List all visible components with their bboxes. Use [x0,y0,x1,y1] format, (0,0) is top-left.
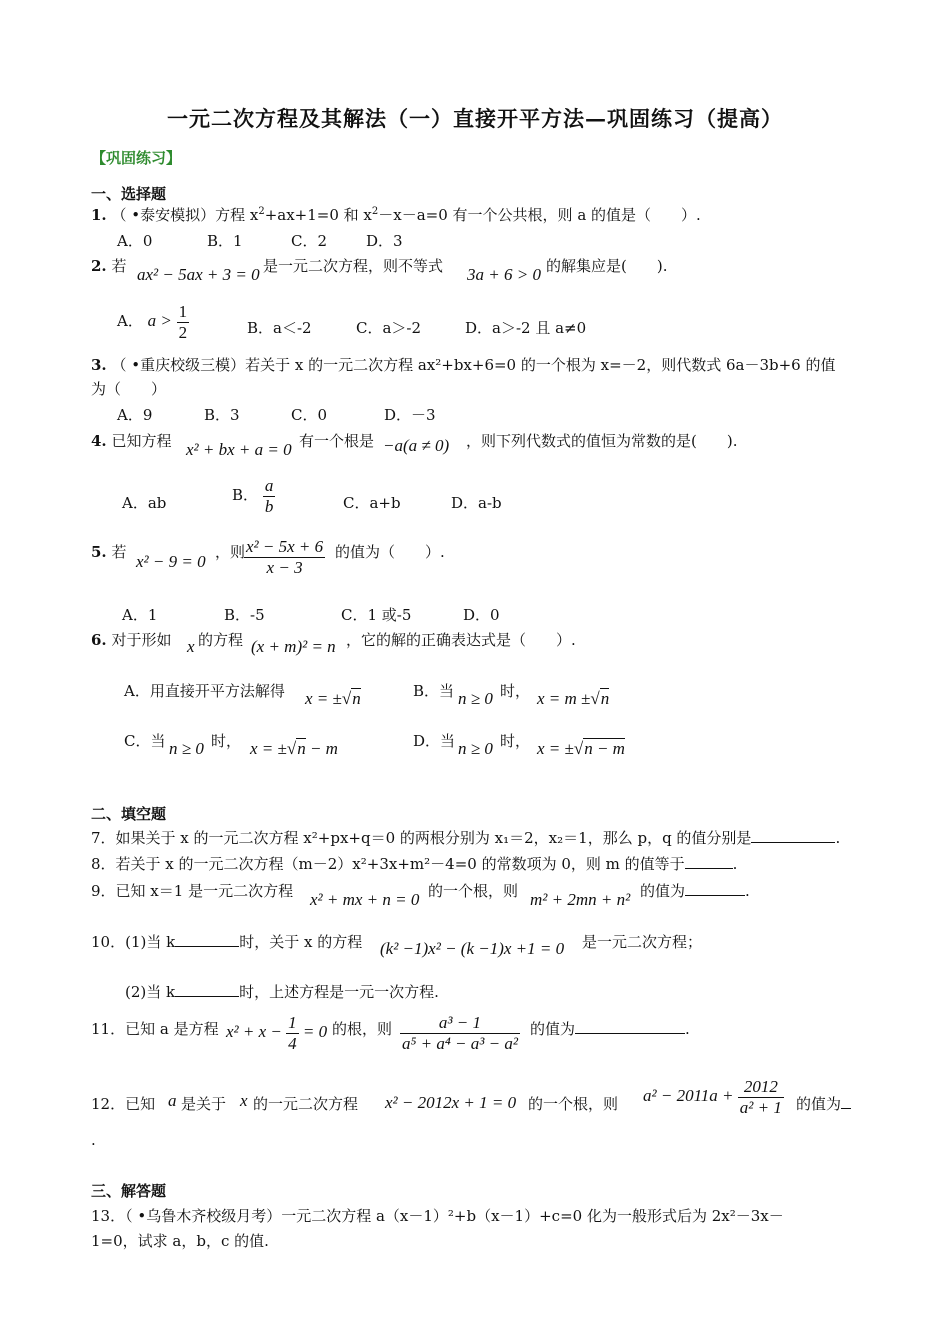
numerator: a [264,476,274,495]
q4-option-b [232,476,275,516]
section-answer-heading: 三、解答题 [91,1182,167,1200]
denominator: 2 [178,322,188,342]
q1-option-c: C．2 [291,232,328,250]
question-number: 1. [91,206,107,224]
question-text: －x－a=0 有一个公共根，则 a 的值是（ ）. [378,206,701,224]
math-expr: x = m ± [537,689,591,708]
q11-mid-text: 的根，则 [332,1020,393,1038]
answer-blank[interactable] [175,932,239,947]
question-text: 10．(1)当 k [91,933,176,951]
denominator: 4 [288,1033,297,1053]
radicand: n [352,689,361,708]
fraction [177,302,190,342]
q6-mid-text: 的方程 [198,631,244,649]
q3-option-b: B．3 [204,406,240,424]
q9-post [640,880,750,901]
denominator: a² + 1 [739,1097,782,1117]
question-10-part2 [125,981,439,1002]
q12-mid2: 的一元二次方程 [253,1095,359,1113]
math-expr: = 0 [302,1021,328,1041]
q5-mid-text: ，则 [215,543,246,561]
q2-option-a [117,302,189,342]
q2-post-text: 的解集应是( ). [546,257,668,275]
answer-blank[interactable] [175,982,239,997]
answer-blank[interactable] [575,1019,685,1034]
option-math: a > [147,311,172,331]
question-text: 已知方程 [111,432,172,450]
option-label: B． [232,486,259,505]
q1-option-b: B．1 [207,232,243,250]
numerator: 1 [178,302,188,321]
radicand: n − m [584,739,625,758]
q2-option-c: C．a＞-2 [356,319,422,337]
answer-blank[interactable] [751,828,835,843]
q12-tail: . [91,1131,96,1149]
q6-var-x: x [187,637,195,656]
math-expr: x² + x − [226,1021,282,1041]
numerator: a³ − 1 [438,1013,481,1032]
question-13-line1: 13．（ •乌鲁木齐校级月考）一元二次方程 a（x－1）²+b（x－1）+c=0 化为一般形式后为 2x²－3x－ [91,1207,784,1225]
question-6-prefix [91,629,171,650]
question-text: 8．若关于 x 的一元二次方程（m－2）x²+3x+m²－4=0 的常数项为 0，则 m 的值等于 [91,855,685,873]
question-3-line2: 为（ ） [91,380,167,398]
q11-post [530,1018,690,1039]
section-label: 【巩固练习】 [91,149,182,167]
question-7 [91,827,840,848]
math-expr: a² − 2011a + [643,1085,734,1105]
punctuation: . [685,1020,690,1038]
answer-blank[interactable] [685,854,733,869]
q6-option-a-math: x = ±√n [305,689,361,708]
q2-option-b: B．a＜-2 [247,319,312,337]
superscript: 2 [258,206,265,217]
question-13-line2: 1=0，试求 a，b，c 的值. [91,1232,269,1250]
q4-root: −a(a ≠ 0) [383,436,450,455]
q6-option-b-when: 时， [500,682,531,700]
q5-option-d: D．0 [463,606,500,624]
numerator: x² − 5x + 6 [246,537,324,556]
q5-option-c: C．1 或-5 [341,606,412,624]
question-10-part1 [91,931,362,952]
question-text: 的值为 [640,882,686,900]
q6-option-b-cond: n ≥ 0 [458,689,493,708]
punctuation: . [835,829,841,847]
q12-equation: x² − 2012x + 1 = 0 [385,1093,517,1112]
q4-option-d: D．a-b [451,494,502,512]
q10-equation: (k² −1)x² − (k −1)x +1 = 0 [380,939,565,958]
q12-var-x: x [240,1091,248,1110]
answer-blank[interactable] [685,881,745,896]
numerator: 1 [288,1013,297,1032]
fraction [400,1013,520,1053]
question-text: 若 [111,543,127,561]
denominator: a⁵ + a⁴ − a³ − a² [402,1033,518,1053]
q12-expression [643,1077,784,1117]
question-text: 的值为 [796,1095,842,1113]
q4-post-text: ，则下列代数式的值恒为常数的是( ). [466,432,738,450]
fraction [263,476,276,516]
math-expr: x = ± [250,739,287,758]
radicand: n [297,739,306,758]
denominator: b [264,496,274,516]
fraction [286,1013,299,1053]
question-12-prefix: 12．已知 [91,1095,156,1113]
q6-option-b-math: x = m ±√n [537,689,610,708]
question-text: 对于形如 [111,631,172,649]
q9-mid-text: 的一个根，则 [428,882,519,900]
superscript: 2 [371,206,379,217]
q3-option-d: D．－3 [384,406,436,424]
q9-equation: x² + mx + n = 0 [310,890,420,909]
q6-option-c-label: C．当 [124,732,166,750]
math-expr: x = ± [305,689,342,708]
q4-option-c: C．a+b [343,494,401,512]
q9-expression: m² + 2mn + n² [530,890,631,909]
question-11-prefix: 11．已知 a 是方程 [91,1020,219,1038]
question-4-prefix [91,430,171,451]
fraction [738,1077,784,1117]
q6-option-c-math: x = ±√n − m [250,739,338,758]
question-text: +ax+1=0 和 x [264,206,372,224]
q6-option-d-cond: n ≥ 0 [458,739,493,758]
answer-blank[interactable] [841,1094,851,1109]
q6-option-c-when: 时， [211,732,242,750]
question-number: 3. [91,356,107,374]
question-number: 2. [91,257,107,275]
q6-option-b-label: B．当 [413,682,455,700]
q6-post-text: ，它的解的正确表达式是（ ）. [346,631,576,649]
question-text: 的值为 [530,1020,576,1038]
q3-option-c: C．0 [291,406,328,424]
math-expr: − m [309,739,338,758]
q6-equation: (x + m)² = n [251,637,336,656]
q5-option-a: A．1 [122,606,158,624]
question-text: （ •重庆校级三模）若关于 x 的一元二次方程 ax²+bx+6=0 的一个根为 x=－2，则代数式 6a－3b+6 的值 [111,356,836,374]
q12-mid1: 是关于 [181,1095,227,1113]
q12-var-a: a [168,1091,177,1110]
q11-fraction [400,1013,520,1053]
question-1 [91,204,701,225]
question-number: 6. [91,631,107,649]
q3-option-a: A．9 [117,406,153,424]
q6-option-d-math: x = ±√n − m [537,739,625,758]
q5-equation: x² − 9 = 0 [136,552,206,571]
q4-option-a: A．ab [122,494,167,512]
question-text: (2)当 k [125,983,176,1001]
radicand: n [600,689,610,708]
q5-fraction [244,537,325,577]
q1-option-d: D．3 [366,232,403,250]
math-expr: x = ± [537,739,574,758]
question-text: 若 [111,257,127,275]
question-text: 7．如果关于 x 的一元二次方程 x²+px+q＝0 的两根分别为 x₁＝2，x₂＝1，那么 p，q 的值分别是 [91,829,752,847]
q5-post-text: 的值为（ ）. [335,543,445,561]
q2-mid-text: 是一元二次方程，则不等式 [263,257,444,275]
question-number: 5. [91,543,107,561]
numerator: 2012 [743,1077,778,1096]
question-2-prefix [91,255,126,276]
q2-option-d: D．a＞-2 且 a≠0 [465,319,587,337]
question-3 [91,354,836,375]
fraction [244,537,325,577]
q1-option-a: A．0 [117,232,153,250]
section-choice-heading: 一、选择题 [91,185,167,203]
denominator: x − 3 [244,557,325,578]
q6-option-d-label: D．当 [413,732,456,750]
q4-mid-text: 有一个根是 [299,432,375,450]
q12-post [796,1093,851,1114]
q6-option-a-label: A．用直接开平方法解得 [124,682,285,700]
question-text: （ •泰安模拟）方程 x [111,206,259,224]
question-text: 时，上述方程是一元一次方程. [239,983,439,1001]
question-text: 时，关于 x 的方程 [239,933,363,951]
question-9-prefix: 9．已知 x＝1 是一元二次方程 [91,882,294,900]
punctuation: . [732,855,738,873]
q10-post1: 是一元二次方程； [582,933,703,951]
question-8 [91,853,737,874]
q6-option-d-when: 时， [500,732,531,750]
q11-equation [226,1013,327,1053]
q2-equation: ax² − 5ax + 3 = 0 [137,265,260,284]
q12-mid3: 的一个根，则 [528,1095,619,1113]
q6-option-c-cond: n ≥ 0 [169,739,204,758]
option-label: A． [117,312,143,331]
q5-option-b: B．-5 [224,606,265,624]
q4-equation: x² + bx + a = 0 [186,440,292,459]
question-5-prefix [91,541,126,562]
question-number: 4. [91,432,107,450]
section-fill-heading: 二、填空题 [91,805,167,823]
punctuation: . [745,882,750,900]
q2-inequality: 3a + 6 > 0 [467,265,541,284]
page-title: 一元二次方程及其解法（一）直接开平方法—巩固练习（提高） [167,106,783,131]
